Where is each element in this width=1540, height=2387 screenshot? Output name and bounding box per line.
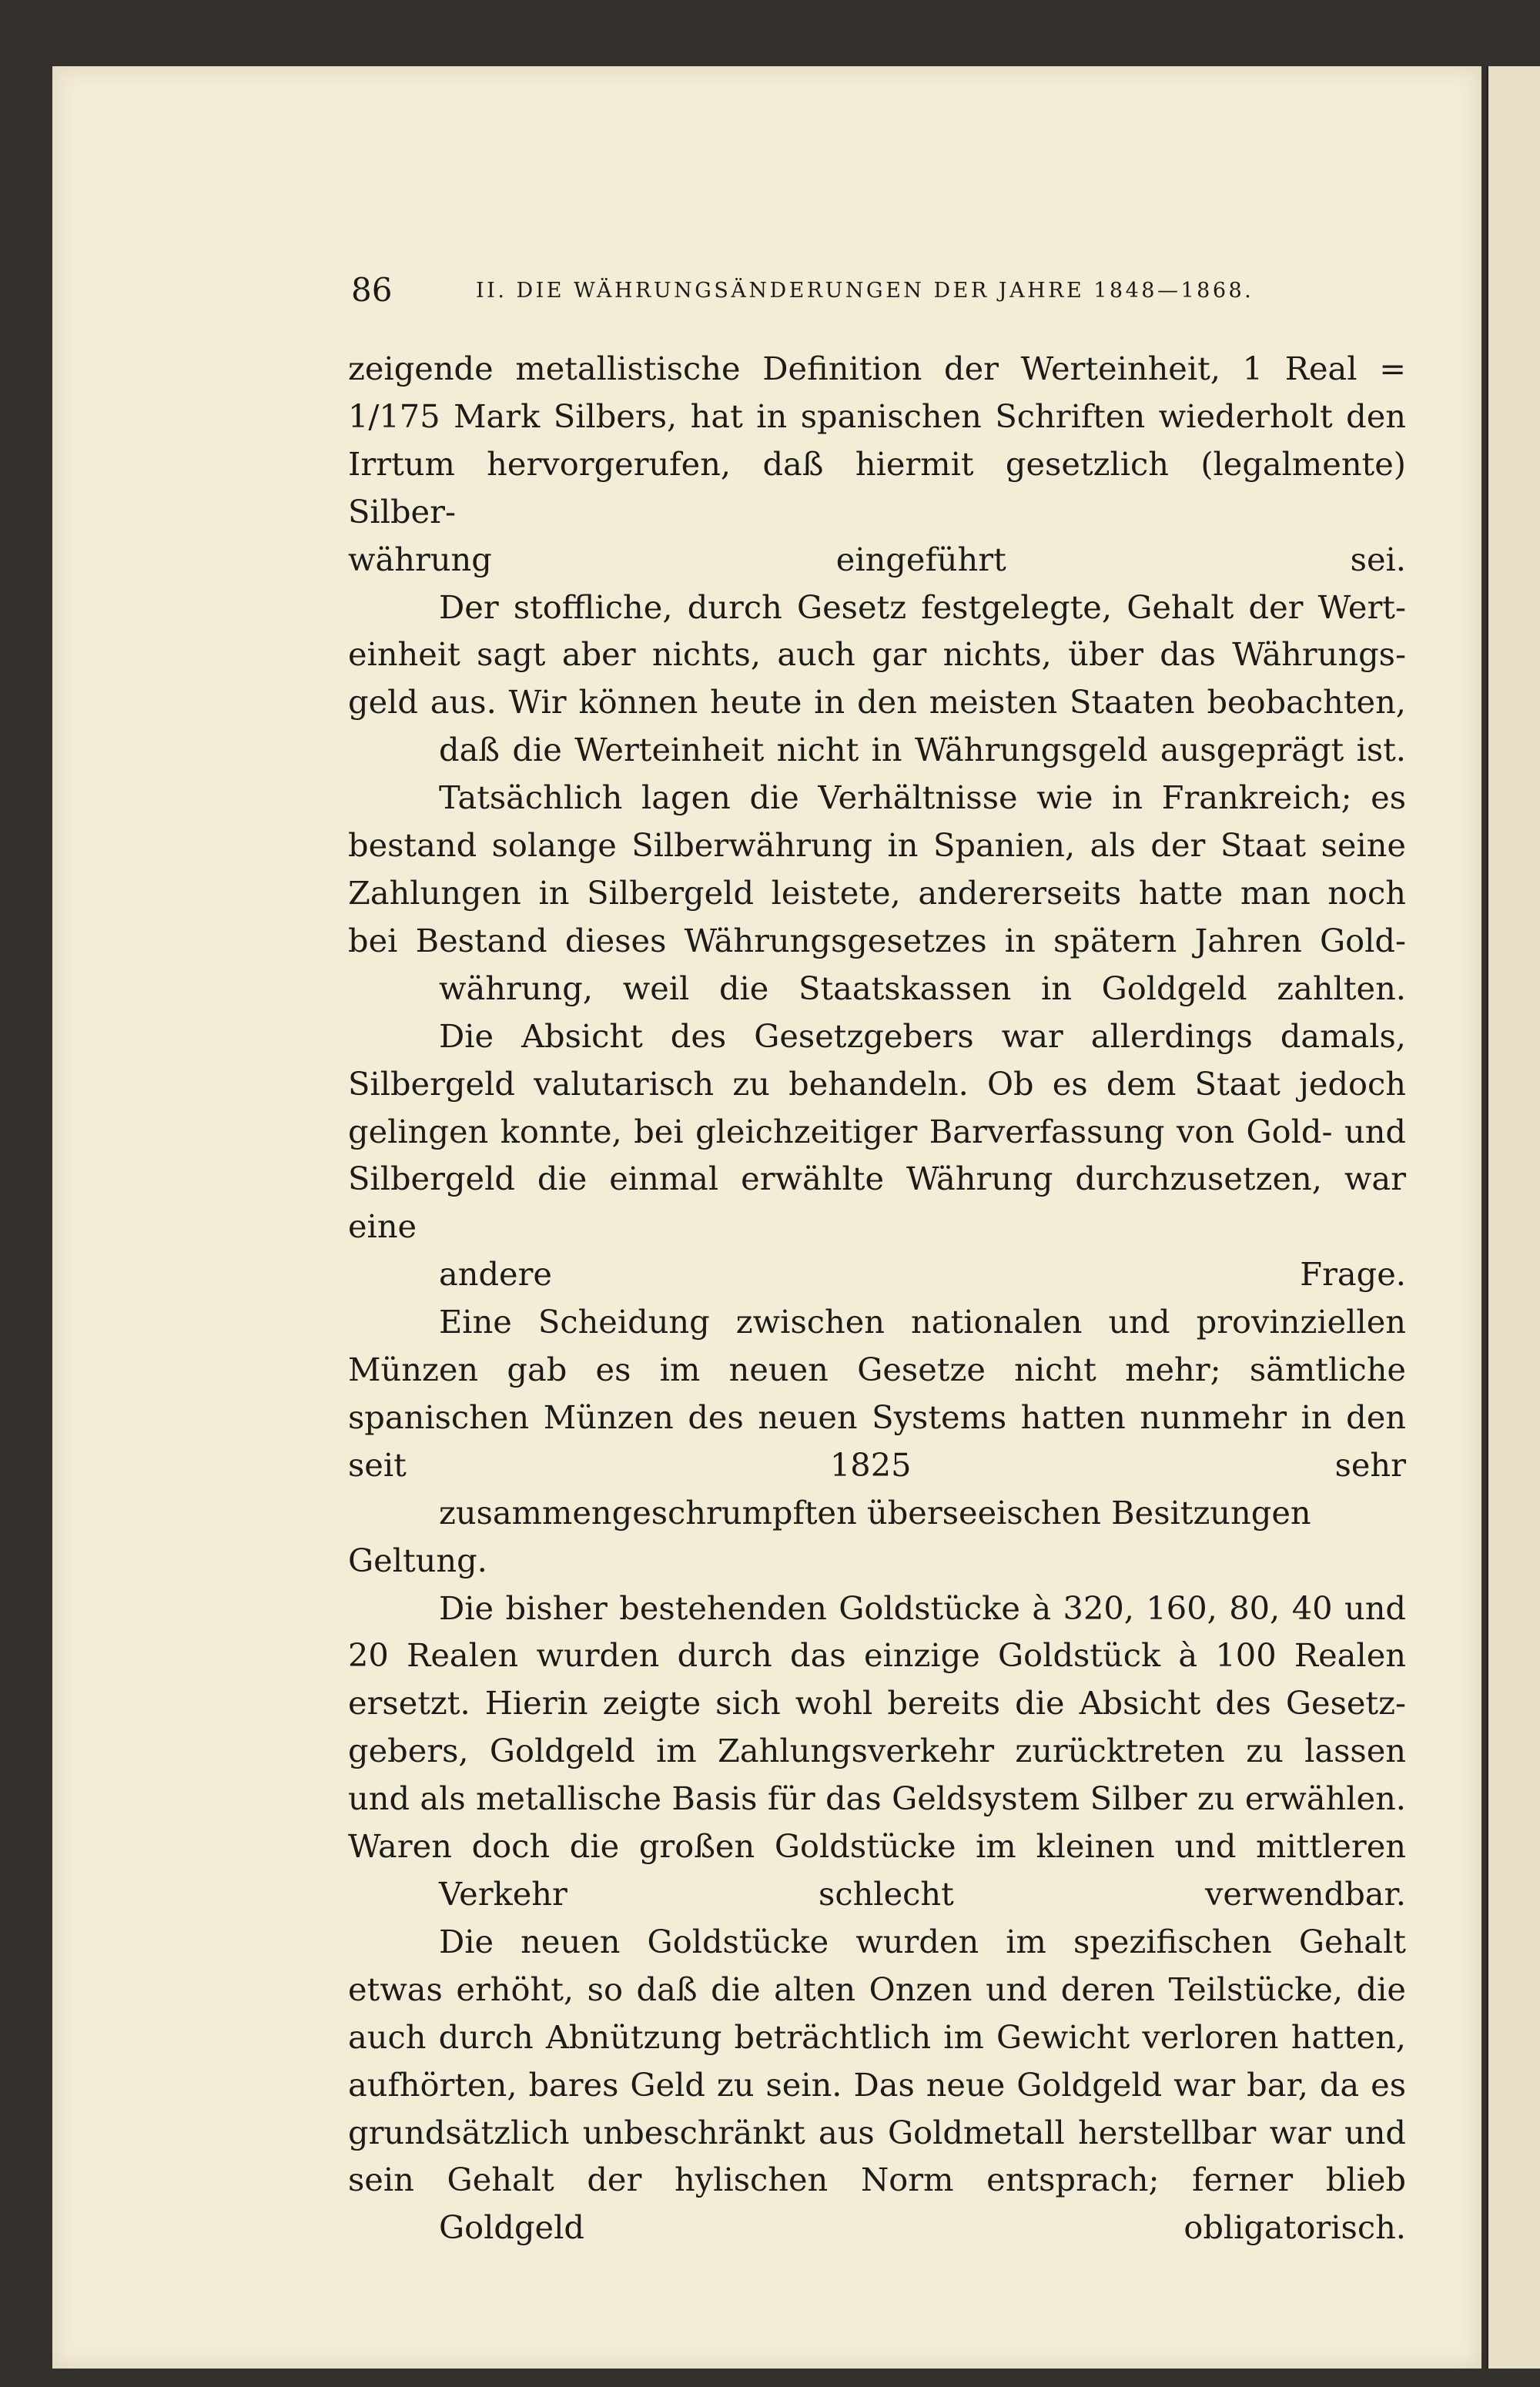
text-line: Silbergeld die einmal erwählte Währung durchzusetzen, war eine <box>348 1160 1406 1246</box>
text-line: etwas erhöht, so daß die alten Onzen und deren Teilstücke, die <box>348 1970 1406 2008</box>
text-line: es grundsätzlich unbeschränkt aus Goldmetall herstellbar war <box>348 2065 1406 2151</box>
text-line: gebers, Goldgeld im Zahlungsverkehr zurücktreten zu lassen <box>348 1732 1406 1770</box>
text-line-last: währung, weil die Staatskassen in Goldgeld zahlten. <box>439 969 1406 1007</box>
paragraph <box>348 1585 1406 1918</box>
text-line-last: Verkehr schlecht verwendbar. <box>439 1875 1406 1913</box>
text-line-last: währung eingeführt sei. <box>348 540 1406 578</box>
text-line: Der stoffliche, durch Gesetz festgelegte, Gehalt der Wert- <box>439 588 1406 626</box>
text-line: Silbergeld valutarisch zu behandeln. Ob es dem Staat jedoch <box>348 1064 1406 1103</box>
text-line-last: andere Frage. <box>439 1255 1406 1294</box>
text-line: Waren doch die großen Goldstücke im kleinen und mittleren <box>348 1827 1406 1866</box>
text-line: Tatsächlich lagen die Verhältnisse wie in Frankreich; es <box>439 778 1406 817</box>
text-line: Münzen des neuen Systems hatten nunmehr in den seit 1825 sehr <box>348 1398 1406 1484</box>
text-line: auch durch Abnützung beträchtlich im Gewicht verloren hatten, <box>348 2017 1406 2056</box>
paragraph <box>348 584 1406 775</box>
body-text <box>348 345 1406 2251</box>
text-line: Die Absicht des Gesetzgebers war allerdings damals, <box>439 1016 1406 1055</box>
chapter-title: II. DIE WÄHRUNGSÄNDERUNGEN DER JAHRE 1848—1868. <box>476 279 1254 303</box>
text-line: ersetzt. Hierin zeigte sich wohl bereits die Absicht des Gesetz- <box>348 1684 1406 1722</box>
paragraph <box>348 1298 1406 1584</box>
paragraph <box>348 774 1406 1013</box>
text-line: einheit sagt aber nichts, auch gar nichts, über das Währungs- <box>348 635 1406 674</box>
paragraph <box>348 1918 1406 2251</box>
text-line: Die bisher bestehenden Goldstücke à 320, 160, 80, 40 und <box>439 1589 1406 1627</box>
text-line: und sein Gehalt der hylischen Norm entsprach; ferner blieb <box>348 2113 1406 2199</box>
text-line: Zahlungen in Silbergeld leistete, andererseits hatte man noch <box>348 873 1406 912</box>
text-line: 20 Realen wurden durch das einzige Goldstück à 100 Realen <box>348 1636 1406 1675</box>
text-line: Eine Scheidung zwischen nationalen und provinziellen <box>439 1303 1406 1341</box>
text-line: gelingen konnte, bei gleichzeitiger Barverfassung von Gold- und <box>348 1112 1406 1150</box>
text-line: geld aus. Wir können heute in den meisten Staaten beobachten, <box>348 683 1406 721</box>
text-line: zeigende metallistische Definition der Werteinheit, 1 Real = <box>348 350 1406 387</box>
page-number: 86 <box>351 271 393 309</box>
text-line-last: daß die Werteinheit nicht in Währungsgeld ausgeprägt ist. <box>439 731 1406 769</box>
text-line: Münzen gab es im neuen Gesetze nicht mehr; sämtliche spanischen <box>348 1351 1406 1436</box>
text-line: bei Bestand dieses Währungsgesetzes in spätern Jahren Gold- <box>348 921 1406 959</box>
text-line: Die neuen Goldstücke wurden im spezifischen Gehalt <box>439 1922 1406 1960</box>
text-line: aufhörten, bares Geld zu sein. Das neue Goldgeld war bar, da <box>348 2065 1360 2104</box>
running-head <box>351 271 1406 310</box>
facing-page-edge <box>1486 66 1540 2369</box>
paragraph <box>348 345 1406 584</box>
text-line: Irrtum hervorgerufen, daß hiermit gesetzlich (legalmente) Silber- <box>348 444 1406 531</box>
text-line: 1/175 Mark Silbers, hat in spanischen Schriften wiederholt den <box>348 397 1406 435</box>
text-line-last: Goldgeld obligatorisch. <box>439 2208 1406 2247</box>
text-line: bestand solange Silberwährung in Spanien, als der Staat seine <box>348 826 1406 865</box>
paragraph <box>348 1013 1406 1298</box>
text-line: und als metallische Basis für das Geldsystem Silber zu erwählen. <box>348 1779 1406 1818</box>
text-line-last: zusammengeschrumpften überseeischen Besitzungen Geltung. <box>348 1493 1311 1579</box>
